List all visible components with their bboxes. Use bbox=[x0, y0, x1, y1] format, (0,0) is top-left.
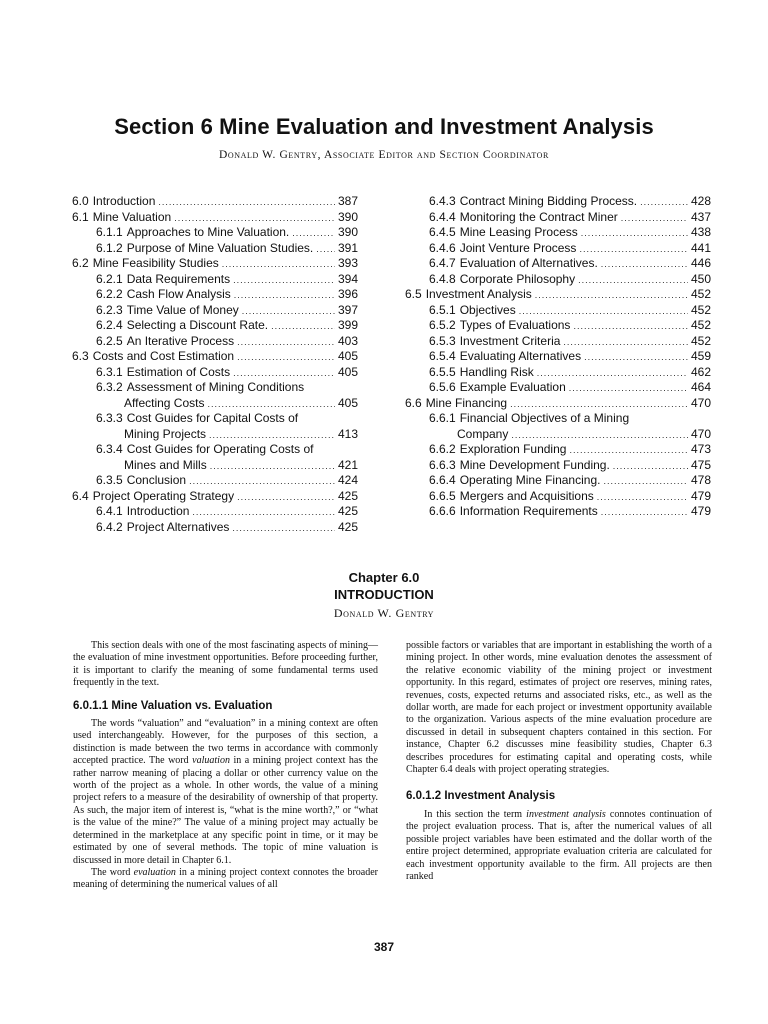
toc-leader-dots bbox=[292, 226, 335, 242]
toc-entry-number: 6.1.1 bbox=[96, 225, 123, 239]
toc-entry-title: Mine Development Funding. bbox=[459, 457, 610, 472]
toc-entry-number: 6.4.7 bbox=[429, 256, 456, 270]
toc-leader-dots bbox=[511, 428, 688, 444]
toc-entry-number: 6.5.4 bbox=[429, 349, 456, 363]
toc-entry-title: Operating Mine Financing. bbox=[459, 473, 601, 487]
toc-entry-page: 405 bbox=[337, 349, 358, 363]
toc-entry bbox=[405, 272, 711, 288]
toc-entry-page: 462 bbox=[690, 364, 711, 379]
toc-entry-page: 405 bbox=[337, 395, 358, 410]
toc-leader-dots bbox=[222, 257, 335, 273]
toc-entry-title: Cost Guides for Operating Costs of bbox=[126, 442, 314, 456]
toc-leader-dots bbox=[601, 505, 688, 521]
toc-leader-dots bbox=[573, 319, 688, 335]
toc-entry-number: 6.0 bbox=[72, 194, 89, 208]
toc-leader-dots bbox=[579, 242, 688, 258]
toc-entry-page: 475 bbox=[690, 457, 711, 472]
toc-entry bbox=[405, 458, 711, 474]
toc-entry-title: Corporate Philosophy bbox=[459, 271, 576, 286]
toc-entry-number: 6.2 bbox=[72, 256, 89, 270]
toc-entry-title: Cash Flow Analysis bbox=[126, 287, 231, 301]
toc-entry-page: 446 bbox=[690, 256, 711, 270]
toc-entry bbox=[72, 318, 358, 334]
valuation-paragraph: The words “valuation” and “evaluation” in a mining context are often used interchangeably. However, for the purposes of this section, a distinction is made between the two terms in accordance with commonly accepted practice. The word valuation in a mining project context has the rather narrow meaning of placing a dollar or other currency value on the worth of the project as a whole. In other words, the value of a mining project refers to a measure of the desirability of ownership of that property. As such, the major item of interest is, “what is the mine worth?,” or “what is the value of the mine?” The value of a mining project may actually be determined in the marketplace at any specific point in time, or it may be estimated by one of several methods. The topic of mine valuation is discussed in more detail in Chapter 6.1. bbox=[73, 718, 378, 866]
toc-entry bbox=[405, 225, 711, 241]
section-byline: Donald W. Gentry, Associate Editor and Section Coordinator bbox=[218, 149, 549, 161]
toc-entry bbox=[72, 225, 358, 241]
toc-entry-number: 6.4.4 bbox=[429, 209, 456, 224]
toc-entry-page: 452 bbox=[690, 302, 711, 317]
toc-entry bbox=[72, 365, 358, 381]
toc-entry-number: 6.6.6 bbox=[429, 504, 456, 518]
toc-entry-title: Joint Venture Process bbox=[459, 240, 577, 255]
toc-entry-number: 6.3.3 bbox=[96, 411, 123, 425]
toc-entry-title: Data Requirements bbox=[126, 271, 231, 286]
toc-entry-number: 6.4.5 bbox=[429, 225, 456, 239]
investment-analysis-paragraph: In this section the term investment analysis connotes continuation of the project evaluation process. That is, after the numerical values of all possible project variables have been estimated and the dollar worth of the entire project determined, appropriate evaluation criteria are calculated for each investment opportunity available to the firm. All projects are then ranked bbox=[406, 808, 713, 882]
toc-entry bbox=[72, 256, 358, 272]
toc-entry-page: 387 bbox=[337, 194, 358, 208]
toc-entry-page: 478 bbox=[690, 473, 711, 487]
toc-entry bbox=[405, 365, 711, 381]
toc-entry-title: Contract Mining Bidding Process. bbox=[459, 194, 638, 208]
toc-entry bbox=[405, 256, 711, 272]
toc-entry-title: Investment Criteria bbox=[459, 333, 561, 348]
heading-investment-analysis: 6.0.1.2 Investment Analysis bbox=[406, 790, 556, 803]
toc-entry-title: Project Alternatives bbox=[126, 519, 230, 534]
toc-entry-page: 464 bbox=[690, 380, 711, 394]
toc-entry-page: 479 bbox=[690, 504, 711, 518]
toc-entry bbox=[405, 303, 711, 319]
toc-entry-title-continued: Affecting Costs bbox=[124, 395, 205, 410]
toc-entry-title: An Iterative Process bbox=[126, 333, 235, 348]
toc-entry bbox=[72, 473, 358, 489]
chapter-author: Donald W. Gentry bbox=[333, 606, 435, 620]
toc-entry-page: 394 bbox=[337, 271, 358, 286]
chapter-title: INTRODUCTION bbox=[334, 587, 434, 602]
toc-entry-title: Costs and Cost Estimation bbox=[92, 349, 235, 363]
toc-entry-page: 425 bbox=[337, 519, 358, 534]
toc-entry bbox=[405, 334, 711, 350]
toc-entry bbox=[72, 210, 358, 226]
toc-entry-page: 473 bbox=[690, 442, 711, 456]
toc-entry-title: Project Operating Strategy bbox=[92, 488, 235, 503]
toc-entry-title: Introduction bbox=[126, 504, 190, 518]
toc-leader-dots bbox=[621, 211, 688, 227]
toc-entry bbox=[72, 442, 358, 458]
toc-entry-continuation bbox=[72, 458, 358, 474]
toc-entry-number: 6.2.5 bbox=[96, 333, 123, 348]
toc-right-column bbox=[405, 194, 711, 520]
evaluation-paragraph: The word evaluation in a mining project context connotes the broader meaning of determining the numerical values of all bbox=[73, 866, 378, 891]
toc-entry bbox=[72, 303, 358, 319]
toc-entry-title: Financial Objectives of a Mining bbox=[459, 411, 630, 425]
toc-leader-dots bbox=[537, 366, 688, 382]
toc-entry-number: 6.4.2 bbox=[96, 519, 123, 534]
toc-entry-page: 425 bbox=[337, 504, 358, 518]
toc-entry bbox=[405, 318, 711, 334]
toc-entry-number: 6.1 bbox=[72, 209, 89, 224]
toc-leader-dots bbox=[535, 288, 688, 304]
toc-leader-dots bbox=[192, 505, 335, 521]
toc-leader-dots bbox=[207, 397, 334, 413]
toc-entry-page: 396 bbox=[337, 287, 358, 301]
toc-entry-number: 6.3 bbox=[72, 349, 89, 363]
body-left-column bbox=[73, 640, 378, 892]
toc-entry-number: 6.2.4 bbox=[96, 318, 123, 332]
toc-leader-dots bbox=[233, 273, 335, 289]
toc-entry bbox=[405, 194, 711, 210]
body-right-column bbox=[406, 640, 712, 883]
toc-entry-number: 6.6.1 bbox=[429, 411, 456, 425]
toc-entry-title: Evaluating Alternatives bbox=[459, 349, 582, 363]
toc-leader-dots bbox=[233, 366, 335, 382]
toc-leader-dots bbox=[237, 490, 335, 506]
toc-entry-page: 450 bbox=[690, 271, 711, 286]
toc-entry-page: 390 bbox=[337, 209, 358, 224]
toc-leader-dots bbox=[237, 350, 335, 366]
toc-leader-dots bbox=[189, 474, 335, 490]
toc-entry-page: 479 bbox=[690, 488, 711, 503]
toc-entry-page: 393 bbox=[337, 256, 358, 270]
toc-entry-title: Mine Feasibility Studies bbox=[92, 256, 219, 270]
toc-entry-number: 6.3.4 bbox=[96, 442, 123, 456]
toc-entry-title: Monitoring the Contract Miner bbox=[459, 209, 618, 224]
toc-leader-dots bbox=[158, 195, 335, 211]
toc-entry-title: Objectives bbox=[459, 302, 516, 317]
toc-entry bbox=[405, 442, 711, 458]
toc-entry-title: Evaluation of Alternatives. bbox=[459, 256, 598, 270]
toc-entry-page: 438 bbox=[690, 225, 711, 239]
toc-entry-page: 424 bbox=[337, 473, 358, 487]
toc-entry-page: 421 bbox=[337, 457, 358, 472]
toc-entry bbox=[72, 411, 358, 427]
toc-entry-title: Mergers and Acquisitions bbox=[459, 488, 594, 503]
toc-entry-page: 413 bbox=[337, 426, 358, 441]
toc-leader-dots bbox=[597, 490, 688, 506]
toc-entry bbox=[405, 241, 711, 257]
chapter-label: Chapter 6.0 bbox=[348, 570, 420, 585]
section-title: Section 6 Mine Evaluation and Investment Analysis bbox=[114, 114, 654, 139]
toc-leader-dots bbox=[232, 521, 335, 537]
toc-entry-title: Example Evaluation bbox=[459, 380, 566, 394]
toc-entry-title: Time Value of Money bbox=[126, 302, 239, 317]
toc-leader-dots bbox=[209, 428, 335, 444]
toc-leader-dots bbox=[640, 195, 688, 211]
toc-leader-dots bbox=[569, 443, 688, 459]
toc-entry-title: Handling Risk bbox=[459, 364, 534, 379]
toc-entry-title-continued: Company bbox=[457, 426, 509, 441]
toc-entry-title: Investment Analysis bbox=[425, 287, 532, 301]
toc-entry-page: 390 bbox=[337, 225, 358, 239]
toc-entry-number: 6.3.2 bbox=[96, 380, 123, 394]
toc-entry-title: Assessment of Mining Conditions bbox=[126, 380, 305, 394]
toc-leader-dots bbox=[210, 459, 335, 475]
toc-entry-number: 6.3.5 bbox=[96, 473, 123, 487]
toc-entry-page: 441 bbox=[690, 240, 711, 255]
toc-leader-dots bbox=[603, 474, 688, 490]
toc-entry-title: Conclusion bbox=[126, 473, 187, 487]
toc-entry-title: Information Requirements bbox=[459, 504, 598, 518]
toc-entry-number: 6.5 bbox=[405, 287, 422, 301]
toc-entry-title: Mine Valuation bbox=[92, 209, 172, 224]
toc-entry bbox=[405, 489, 711, 505]
toc-entry-number: 6.6.5 bbox=[429, 488, 456, 503]
toc-entry-page: 452 bbox=[690, 287, 711, 301]
toc-leader-dots bbox=[601, 257, 688, 273]
toc-entry bbox=[405, 287, 711, 303]
toc-entry bbox=[405, 504, 711, 520]
toc-entry-number: 6.5.6 bbox=[429, 380, 456, 394]
toc-leader-dots bbox=[174, 211, 335, 227]
toc-leader-dots bbox=[613, 459, 688, 475]
toc-entry-continuation bbox=[72, 396, 358, 412]
toc-entry-number: 6.5.3 bbox=[429, 333, 456, 348]
toc-leader-dots bbox=[234, 288, 335, 304]
toc-entry-number: 6.5.2 bbox=[429, 318, 456, 332]
toc-entry bbox=[72, 520, 358, 536]
toc-entry bbox=[405, 380, 711, 396]
toc-entry-number: 6.4.1 bbox=[96, 504, 123, 518]
toc-entry bbox=[72, 380, 358, 396]
toc-entry bbox=[405, 396, 711, 412]
toc-leader-dots bbox=[584, 350, 688, 366]
toc-entry bbox=[405, 349, 711, 365]
toc-entry-title: Estimation of Costs bbox=[126, 364, 231, 379]
toc-entry-title-continued: Mining Projects bbox=[124, 426, 207, 441]
toc-entry-number: 6.6.3 bbox=[429, 457, 456, 472]
toc-entry bbox=[72, 241, 358, 257]
toc-entry-title: Mine Leasing Process bbox=[459, 225, 578, 239]
intro-paragraph: This section deals with one of the most fascinating aspects of mining—the evaluation of mine investment opportunities. Before proceeding further, it is important to clarify the meaning of some fundamental terms used frequently in the text. bbox=[73, 640, 378, 689]
toc-entry-number: 6.2.1 bbox=[96, 271, 123, 286]
toc-entry-page: 452 bbox=[690, 333, 711, 348]
toc-entry-title: Mine Financing bbox=[425, 395, 508, 410]
toc-entry-title: Purpose of Mine Valuation Studies. bbox=[126, 240, 314, 255]
toc-entry bbox=[72, 272, 358, 288]
toc-entry-page: 428 bbox=[690, 194, 711, 208]
toc-entry-title: Exploration Funding bbox=[459, 442, 567, 456]
toc-leader-dots bbox=[569, 381, 688, 397]
heading-mine-valuation: 6.0.1.1 Mine Valuation vs. Evaluation bbox=[73, 699, 273, 712]
toc-entry-page: 391 bbox=[337, 240, 358, 255]
toc-entry-number: 6.1.2 bbox=[96, 240, 123, 255]
toc-entry-page: 452 bbox=[690, 318, 711, 332]
toc-entry bbox=[72, 287, 358, 303]
toc-entry-number: 6.4.3 bbox=[429, 194, 456, 208]
toc-entry-title: Approaches to Mine Valuation. bbox=[126, 225, 290, 239]
toc-entry bbox=[72, 349, 358, 365]
page-number: 387 bbox=[373, 940, 395, 954]
toc-left-column bbox=[72, 194, 358, 535]
toc-entry-number: 6.4.8 bbox=[429, 271, 456, 286]
toc-entry-title: Introduction bbox=[92, 194, 156, 208]
toc-entry bbox=[72, 504, 358, 520]
toc-entry-continuation bbox=[405, 427, 711, 443]
toc-entry-page: 399 bbox=[337, 318, 358, 332]
toc-entry-page: 459 bbox=[690, 349, 711, 363]
toc-entry bbox=[405, 473, 711, 489]
toc-entry-number: 6.6 bbox=[405, 395, 422, 410]
toc-leader-dots bbox=[316, 242, 335, 258]
toc-entry-page: 397 bbox=[337, 302, 358, 317]
toc-leader-dots bbox=[510, 397, 688, 413]
toc-leader-dots bbox=[581, 226, 688, 242]
toc-entry-title: Types of Evaluations bbox=[459, 318, 571, 332]
toc-entry-number: 6.3.1 bbox=[96, 364, 123, 379]
toc-entry bbox=[72, 334, 358, 350]
evaluation-continued-paragraph: possible factors or variables that are important in establishing the worth of a mining project. In other words, mine evaluation denotes the assessment of the relative economic viability of the mining project or investment opportunity. In this regard, estimates of project ore reserves, mining rates, revenues, costs, expected returns and associated risks, etc., as well as the dollar worth, are made for each project or investment opportunity available to the organization. Various aspects of the mine evaluation procedure are discussed in detail in subsequent chapters contained in this section. For instance, Chapter 6.2 discusses mine feasibility studies, Chapter 6.3 describes procedures for estimating capital and operating costs, while Chapter 6.4 deals with project operating strategies. bbox=[406, 640, 712, 776]
toc-leader-dots bbox=[242, 304, 335, 320]
toc-leader-dots bbox=[563, 335, 688, 351]
toc-entry bbox=[405, 411, 711, 427]
toc-entry-page: 470 bbox=[690, 395, 711, 410]
toc-entry bbox=[72, 194, 358, 210]
toc-entry bbox=[72, 489, 358, 505]
toc-entry-continuation bbox=[72, 427, 358, 443]
toc-entry-title-continued: Mines and Mills bbox=[124, 457, 207, 472]
toc-entry-page: 405 bbox=[337, 364, 358, 379]
toc-leader-dots bbox=[578, 273, 688, 289]
toc-entry-title: Selecting a Discount Rate. bbox=[126, 318, 269, 332]
toc-entry-number: 6.6.2 bbox=[429, 442, 456, 456]
toc-entry-number: 6.6.4 bbox=[429, 473, 456, 487]
toc-leader-dots bbox=[237, 335, 335, 351]
toc-entry-number: 6.5.5 bbox=[429, 364, 456, 379]
toc-entry-page: 425 bbox=[337, 488, 358, 503]
toc-entry-title: Cost Guides for Capital Costs of bbox=[126, 411, 299, 425]
toc-entry-page: 470 bbox=[690, 426, 711, 441]
toc-leader-dots bbox=[271, 319, 335, 335]
toc-entry-number: 6.2.3 bbox=[96, 302, 123, 317]
toc-entry-number: 6.4 bbox=[72, 488, 89, 503]
toc-entry-number: 6.4.6 bbox=[429, 240, 456, 255]
toc-entry-page: 403 bbox=[337, 333, 358, 348]
toc-leader-dots bbox=[519, 304, 688, 320]
toc-entry bbox=[405, 210, 711, 226]
toc-entry-page: 437 bbox=[690, 209, 711, 224]
toc-entry-number: 6.5.1 bbox=[429, 302, 456, 317]
toc-entry-number: 6.2.2 bbox=[96, 287, 123, 301]
